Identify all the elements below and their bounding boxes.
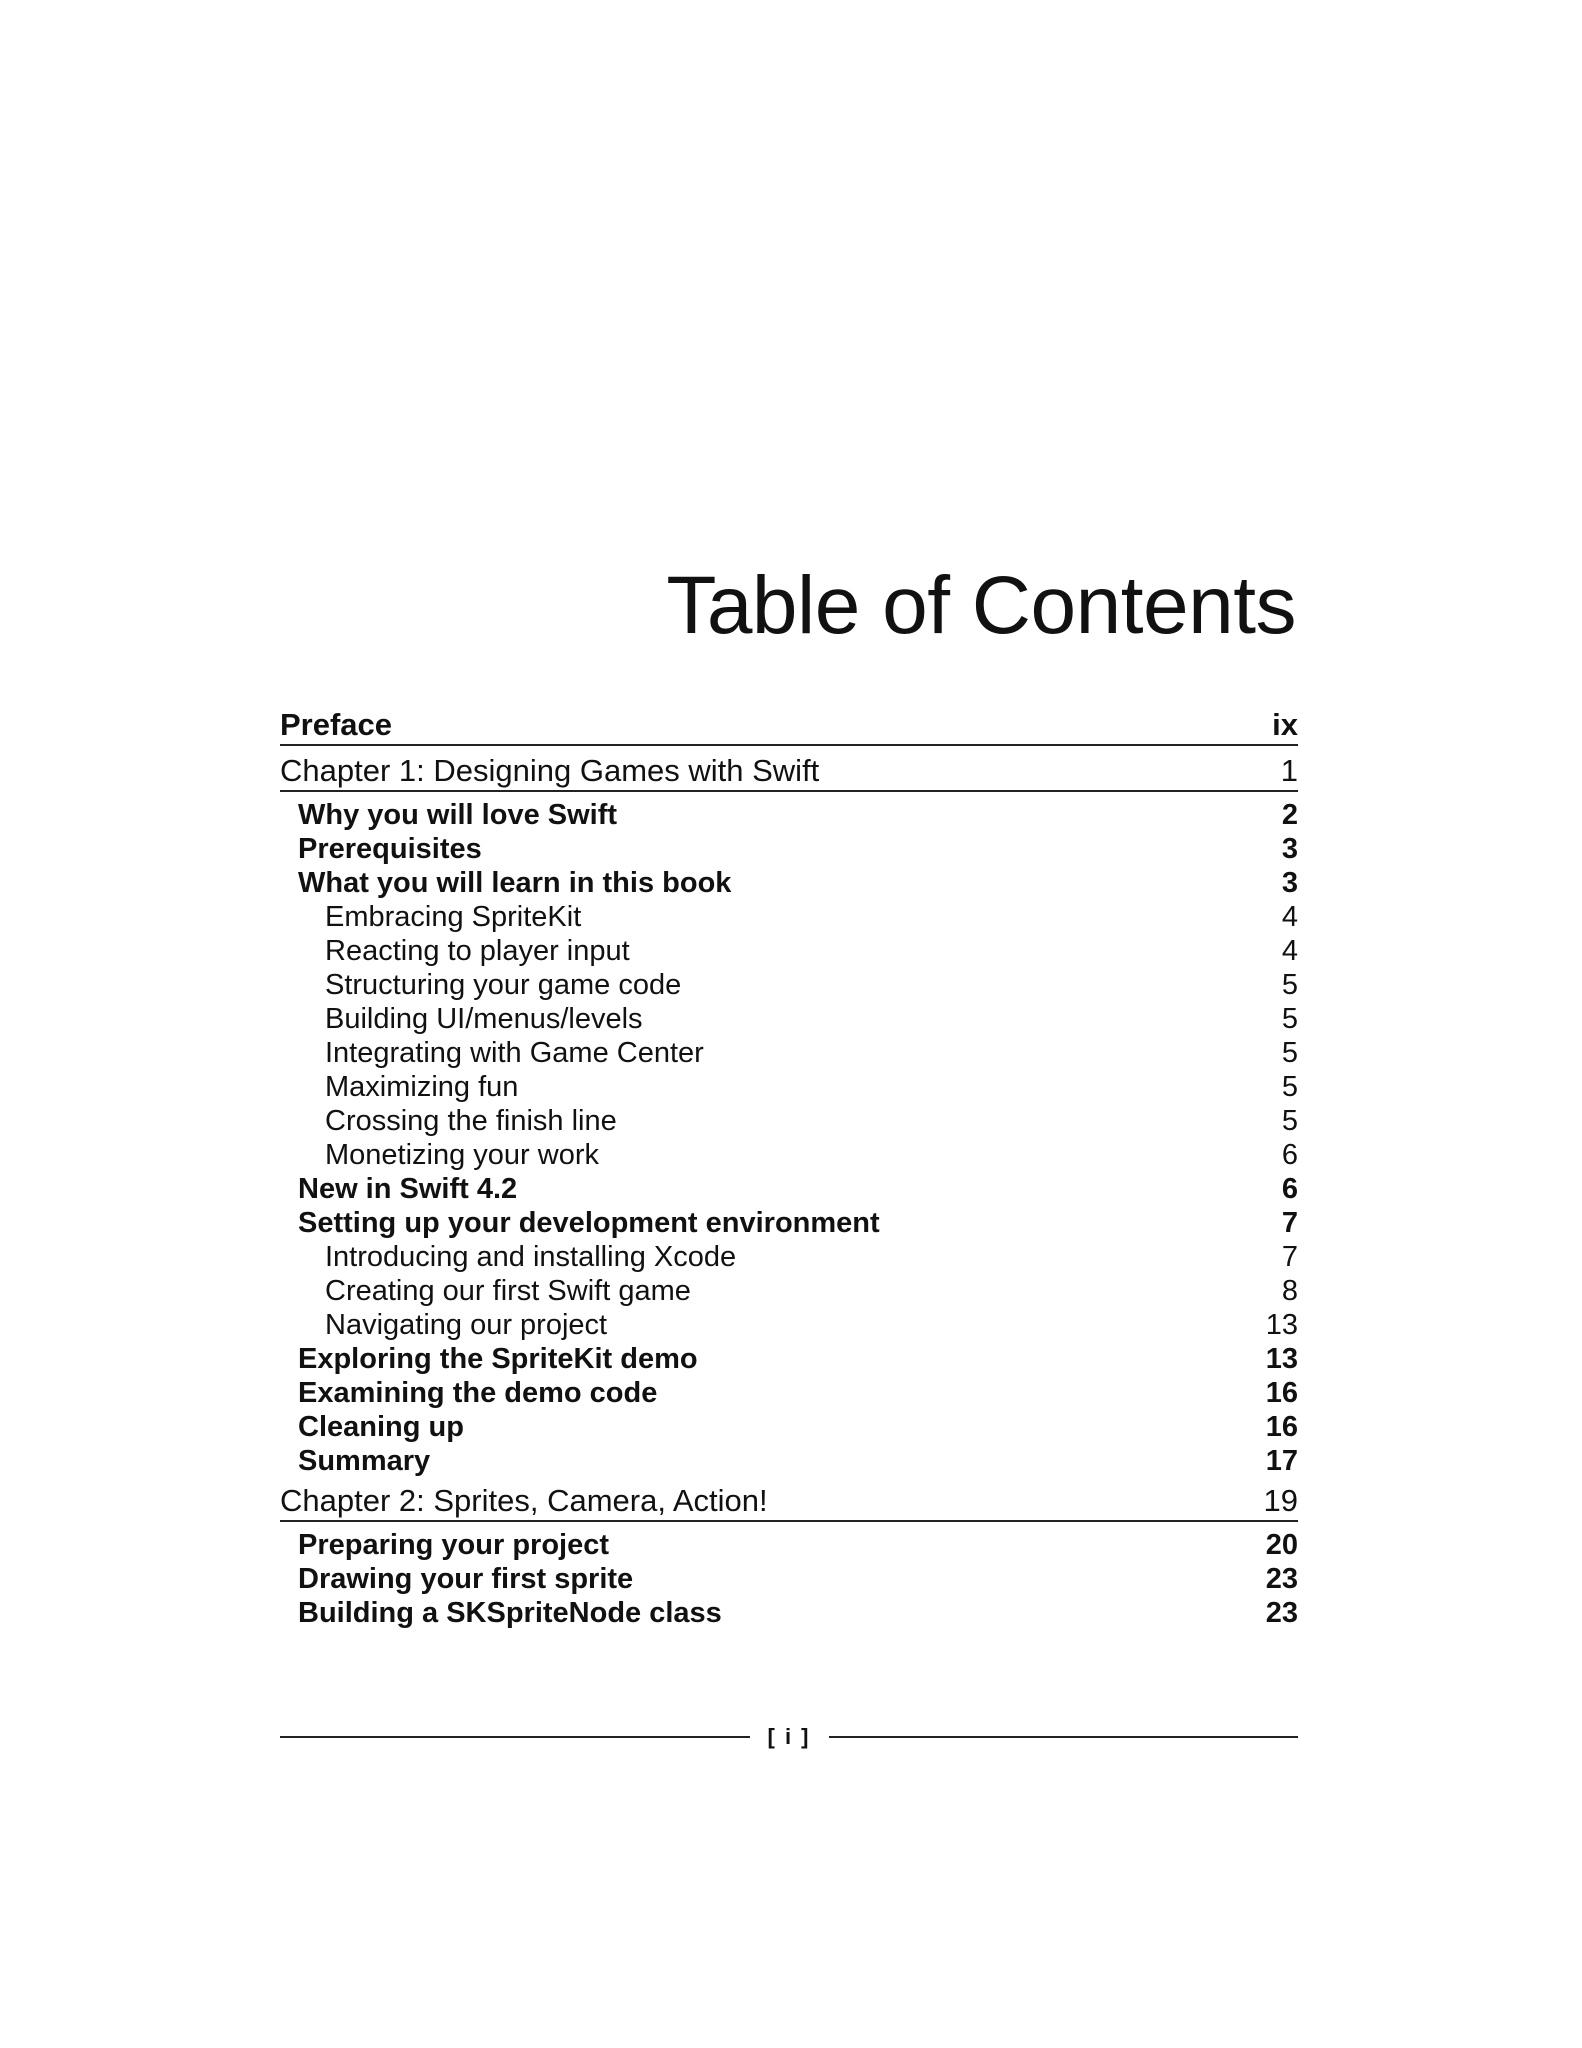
toc-entry-page-number: 5: [1281, 969, 1298, 1001]
toc-entry-section[interactable]: [280, 1342, 1298, 1376]
toc-entry-label: Summary: [298, 1445, 431, 1477]
toc-entry-label: Introducing and installing Xcode: [325, 1241, 737, 1273]
toc-entry-section[interactable]: [280, 1596, 1298, 1630]
toc-entry-page-number: 20: [1265, 1529, 1298, 1561]
toc-entry-page-number: ix: [1272, 707, 1298, 742]
toc-entry-label: Chapter 1: Designing Games with Swift: [280, 753, 820, 788]
toc-entry-label: Crossing the finish line: [325, 1105, 617, 1137]
toc-entry-subsection[interactable]: [280, 1036, 1298, 1070]
toc-entry-page-number: 16: [1265, 1377, 1298, 1409]
toc-entry-section[interactable]: [280, 798, 1298, 832]
table-of-contents: [280, 706, 1298, 1630]
toc-entry-section[interactable]: [280, 1528, 1298, 1562]
toc-entry-section[interactable]: [280, 1562, 1298, 1596]
toc-entry-label: Integrating with Game Center: [325, 1037, 704, 1069]
toc-entry-page-number: 2: [1281, 799, 1298, 831]
toc-entry-page-number: 5: [1281, 1105, 1298, 1137]
toc-entry-section[interactable]: [280, 866, 1298, 900]
toc-entry-label: Preface: [280, 707, 393, 742]
toc-entry-page-number: 16: [1265, 1411, 1298, 1443]
toc-entry-chapter[interactable]: [280, 752, 1298, 792]
toc-entry-part[interactable]: [280, 706, 1298, 746]
toc-entry-label: Setting up your development environment: [298, 1207, 880, 1239]
toc-entry-label: Navigating our project: [325, 1309, 608, 1341]
toc-entry-page-number: 6: [1281, 1139, 1298, 1171]
toc-entry-page-number: 5: [1281, 1071, 1298, 1103]
toc-entry-page-number: 23: [1265, 1597, 1298, 1629]
toc-entry-section[interactable]: [280, 1206, 1298, 1240]
toc-entry-subsection[interactable]: [280, 1240, 1298, 1274]
toc-entry-page-number: 5: [1281, 1037, 1298, 1069]
toc-entry-subsection[interactable]: [280, 1104, 1298, 1138]
toc-entry-label: Reacting to player input: [325, 935, 630, 967]
toc-entry-label: Chapter 2: Sprites, Camera, Action!: [280, 1483, 768, 1518]
toc-entry-page-number: 13: [1265, 1343, 1298, 1375]
toc-entry-page-number: 17: [1265, 1445, 1298, 1477]
toc-entry-label: New in Swift 4.2: [298, 1173, 518, 1205]
page-number: [ i ]: [767, 1724, 811, 1749]
toc-entry-page-number: 3: [1281, 867, 1298, 899]
toc-entry-page-number: 1: [1280, 753, 1298, 788]
toc-entry-label: What you will learn in this book: [298, 867, 732, 899]
toc-entry-page-number: 23: [1265, 1563, 1298, 1595]
toc-entry-subsection[interactable]: [280, 1138, 1298, 1172]
footer-rule-left: [280, 1736, 750, 1738]
toc-entry-page-number: 19: [1263, 1483, 1298, 1518]
toc-entry-section[interactable]: [280, 1410, 1298, 1444]
toc-entry-subsection[interactable]: [280, 1070, 1298, 1104]
toc-entry-page-number: 13: [1265, 1309, 1298, 1341]
toc-entry-page-number: 6: [1281, 1173, 1298, 1205]
footer-rule-right: [829, 1736, 1299, 1738]
toc-entry-page-number: 7: [1281, 1207, 1298, 1239]
page-title: Table of Contents: [666, 560, 1296, 651]
toc-entry-section[interactable]: [280, 1376, 1298, 1410]
toc-entry-subsection[interactable]: [280, 1002, 1298, 1036]
toc-entry-label: Examining the demo code: [298, 1377, 658, 1409]
toc-entry-subsection[interactable]: [280, 1308, 1298, 1342]
toc-entry-label: Exploring the SpriteKit demo: [298, 1343, 698, 1375]
toc-entry-label: Why you will love Swift: [298, 799, 618, 831]
page-footer: [280, 1720, 1298, 1754]
toc-entry-section[interactable]: [280, 832, 1298, 866]
toc-entry-page-number: 4: [1281, 901, 1298, 933]
toc-entry-label: Maximizing fun: [325, 1071, 519, 1103]
toc-entry-label: Embracing SpriteKit: [325, 901, 582, 933]
toc-entry-subsection[interactable]: [280, 900, 1298, 934]
toc-entry-subsection[interactable]: [280, 1274, 1298, 1308]
toc-entry-label: Drawing your first sprite: [298, 1563, 634, 1595]
toc-entry-section[interactable]: [280, 1172, 1298, 1206]
toc-entry-label: Building a SKSpriteNode class: [298, 1597, 722, 1629]
toc-entry-label: Creating our first Swift game: [325, 1275, 691, 1307]
toc-entry-label: Building UI/menus/levels: [325, 1003, 643, 1035]
toc-entry-subsection[interactable]: [280, 934, 1298, 968]
toc-entry-label: Monetizing your work: [325, 1139, 599, 1171]
toc-entry-page-number: 3: [1281, 833, 1298, 865]
toc-entry-page-number: 5: [1281, 1003, 1298, 1035]
toc-entry-page-number: 8: [1281, 1275, 1298, 1307]
toc-entry-label: Structuring your game code: [325, 969, 682, 1001]
toc-entry-page-number: 4: [1281, 935, 1298, 967]
toc-entry-subsection[interactable]: [280, 968, 1298, 1002]
toc-entry-label: Preparing your project: [298, 1529, 610, 1561]
toc-entry-chapter[interactable]: [280, 1482, 1298, 1522]
toc-entry-label: Prerequisites: [298, 833, 482, 865]
toc-entry-label: Cleaning up: [298, 1411, 464, 1443]
toc-entry-section[interactable]: [280, 1444, 1298, 1478]
toc-entry-page-number: 7: [1281, 1241, 1298, 1273]
